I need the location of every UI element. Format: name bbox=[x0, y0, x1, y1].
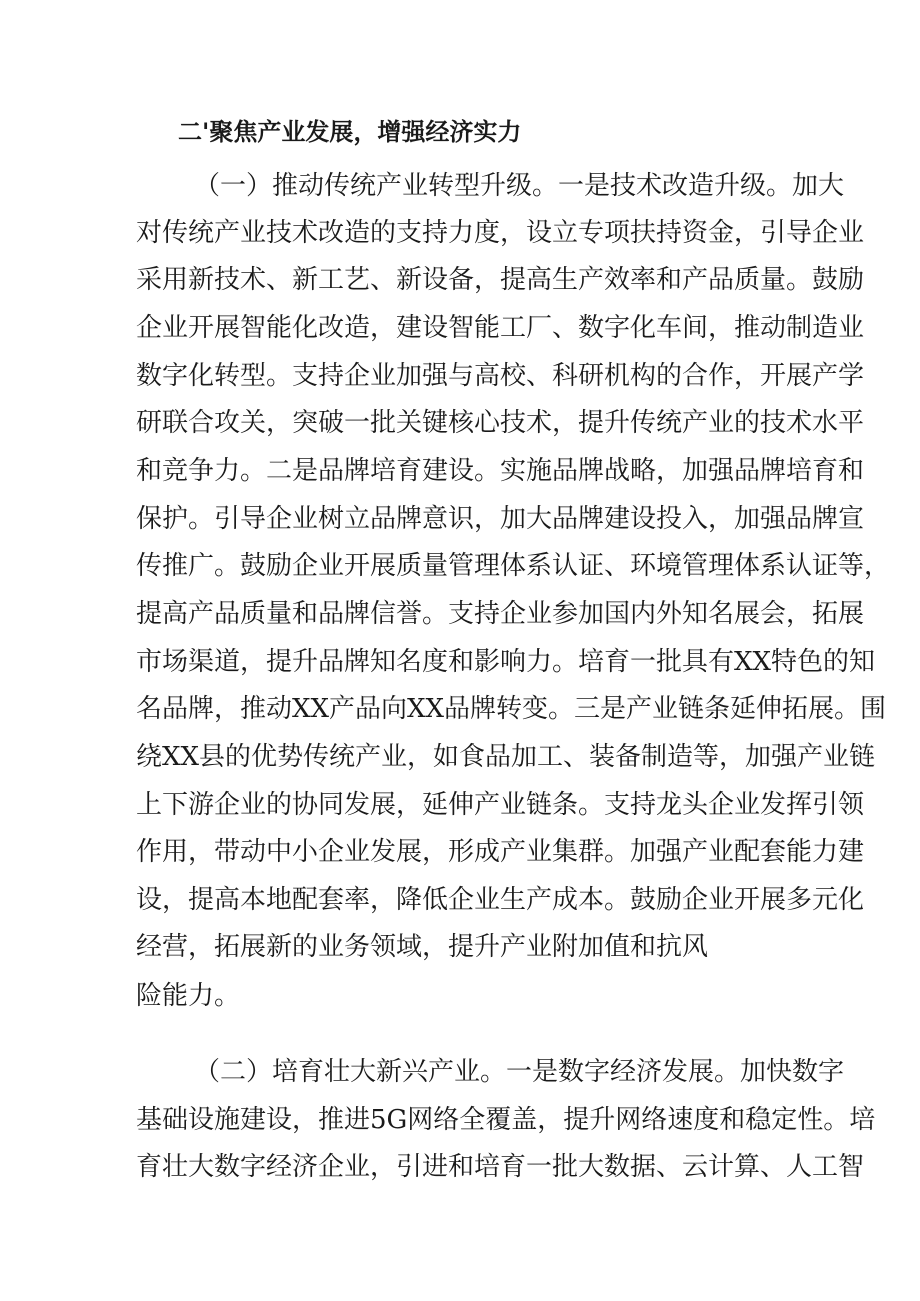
paragraph-line: 保护。引导企业树立品牌意识，加大品牌建设投入，加强品牌宣 bbox=[136, 504, 865, 534]
section-heading: 二'聚焦产业发展，增强经济实力 bbox=[178, 118, 522, 146]
paragraph-line: 经营，拓展新的业务领域，提升产业附加值和抗风 bbox=[136, 932, 709, 962]
paragraph-line: 绕XX县的优势传统产业，如食品加工、装备制造等，加强产业链 bbox=[136, 742, 876, 772]
paragraph-line: 企业开展智能化改造，建设智能工厂、数字化车间，推动制造业 bbox=[136, 313, 865, 343]
paragraph-line: 作用，带动中小企业发展，形成产业集群。加强产业配套能力建 bbox=[136, 837, 865, 867]
paragraph-line: 名品牌，推动XX产品向XX品牌转变。三是产业链条延伸拓展。围 bbox=[136, 694, 887, 724]
paragraph-line: 市场渠道，提升品牌知名度和影响力。培育一批具有XX特色的知 bbox=[136, 647, 876, 677]
paragraph-line: 传推广。鼓励企业开展质量管理体系认证、环境管理体系认证等， bbox=[136, 551, 891, 581]
paragraph-line: 采用新技术、新工艺、新设备，提高生产效率和产品质量。鼓励 bbox=[136, 265, 865, 295]
paragraph-line: （一）推动传统产业转型升级。一是技术改造升级。加大 bbox=[194, 171, 845, 201]
paragraph-line: （二）培育壮大新兴产业。一是数字经济发展。加快数字 bbox=[194, 1057, 845, 1087]
paragraph-line: 上下游企业的协同发展，延伸产业链条。支持龙头企业发挥引领 bbox=[136, 790, 865, 820]
paragraph-line: 和竞争力。二是品牌培育建设。实施品牌战略，加强品牌培育和 bbox=[136, 456, 865, 486]
paragraph-line: 育壮大数字经济企业，引进和培育一批大数据、云计算、人工智 bbox=[136, 1152, 865, 1182]
paragraph-line: 险能力。 bbox=[136, 981, 241, 1011]
paragraph-line: 提高产品质量和品牌信誉。支持企业参加国内外知名展会，拓展 bbox=[136, 599, 865, 629]
paragraph-line: 数字化转型。支持企业加强与高校、科研机构的合作，开展产学 bbox=[136, 361, 865, 391]
paragraph-line: 基础设施建设，推进5G网络全覆盖，提升网络速度和稳定性。培 bbox=[136, 1105, 876, 1135]
paragraph-line: 设，提高本地配套率，降低企业生产成本。鼓励企业开展多元化 bbox=[136, 885, 865, 915]
paragraph-line: 对传统产业技术改造的支持力度，设立专项扶持资金，引导企业 bbox=[136, 218, 865, 248]
paragraph-line: 研联合攻关，突破一批关键核心技术，提升传统产业的技术水平 bbox=[136, 408, 865, 438]
